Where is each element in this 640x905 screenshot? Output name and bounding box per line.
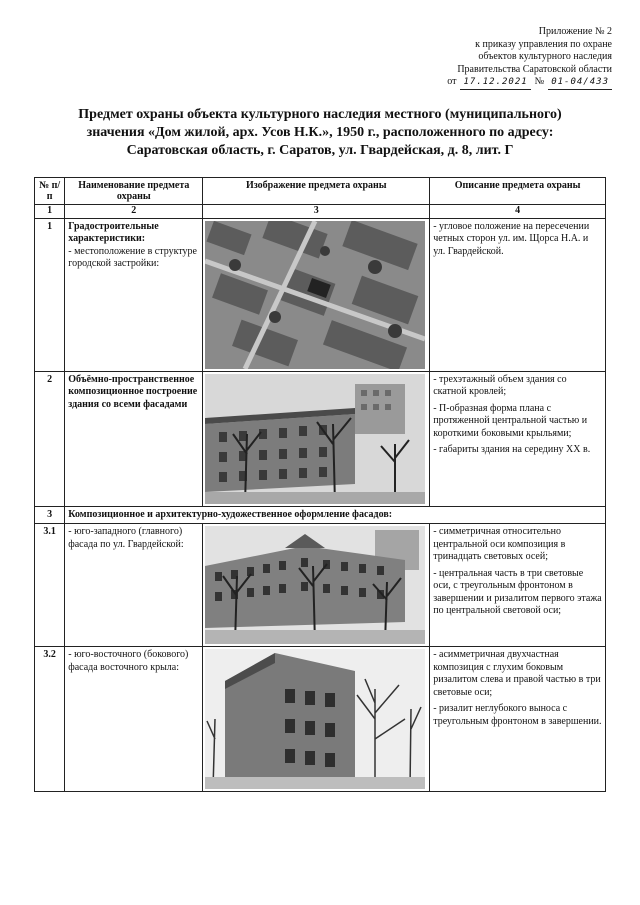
table-index-row <box>35 205 606 219</box>
table-row <box>35 647 606 792</box>
index-cell: 4 <box>430 205 606 219</box>
row-name-cell <box>65 524 203 647</box>
description-item: - габариты здания на середину XX в. <box>433 444 591 455</box>
aerial-map-photo <box>205 221 425 369</box>
row-image-cell <box>203 218 430 371</box>
header-description: Описание предмета охраны <box>430 178 606 205</box>
row-description-cell <box>430 524 606 647</box>
description-item: - трехэтажный объем здания со скатной кровлей; <box>433 373 567 397</box>
row-image-cell <box>203 524 430 647</box>
row-image-cell <box>203 371 430 506</box>
description-item: - асимметричная двухчастная композиция с глухим боковым ризалитом слева и правой частью в три световые оси; <box>433 649 601 698</box>
row-description-cell <box>430 371 606 506</box>
appendix-line-4: Правительства Саратовской области <box>457 63 612 75</box>
table-header-row <box>35 178 606 205</box>
title-line-3: Саратовская область, г. Саратов, ул. Гвардейская, д. 8, лит. Г <box>126 143 514 158</box>
document-title <box>40 106 600 160</box>
header-name: Наименование предмета охраны <box>65 178 203 205</box>
index-cell: 1 <box>35 205 65 219</box>
description-item: - угловое положение на пересечении четных сторон ул. им. Щорса Н.А. и ул. Гвардейской. <box>433 220 590 257</box>
appendix-date-line <box>447 76 612 90</box>
row-number: 3 <box>35 506 65 524</box>
row-name-heading: Объёмно-пространственное композиционное построение здания со всеми фасадами <box>68 373 198 410</box>
description-item: - центральная часть в три световые оси, с треугольным фронтоном в завершении и ризалитом первого этажа по центральной световой оси; <box>433 567 602 616</box>
header-image: Изображение предмета охраны <box>203 178 430 205</box>
row-number: 2 <box>35 371 65 506</box>
row-number: 1 <box>35 218 65 371</box>
side-facade-photo <box>205 649 425 789</box>
handwritten-date: 17.12.2021 <box>460 76 530 90</box>
number-label: № <box>534 76 545 87</box>
appendix-line-1: Приложение № 2 <box>538 26 612 37</box>
row-number: 3.2 <box>35 647 65 792</box>
row-image-cell <box>203 647 430 792</box>
row-name-heading: Градостроительные характеристики: <box>68 220 159 244</box>
row-name-text: - юго-восточного (бокового) фасада восточного крыла: <box>68 649 189 673</box>
title-line-2: значения «Дом жилой, арх. Усов Н.К.», 1950 г., расположенного по адресу: <box>86 125 554 140</box>
header-num: № п/п <box>35 178 65 205</box>
handwritten-number: 01-04/433 <box>548 76 612 90</box>
appendix-line-2: к приказу управления по охране <box>475 38 612 50</box>
row-description-cell <box>430 647 606 792</box>
row-name-text: - юго-западного (главного) фасада по ул. Гвардейской: <box>68 526 184 550</box>
index-cell: 2 <box>65 205 203 219</box>
row-name-cell <box>65 371 203 506</box>
section-heading: Композиционное и архитектурно-художественное оформление фасадов: <box>65 506 606 524</box>
table-row <box>35 371 606 506</box>
table-section-row <box>35 506 606 524</box>
description-item: - ризалит неглубокого выноса с треугольным фронтоном в завершении. <box>433 703 602 727</box>
description-item: - П-образная форма плана с протяженной центральной частью и короткими боковыми крыльями; <box>433 402 588 439</box>
index-cell: 3 <box>203 205 430 219</box>
table-row <box>35 524 606 647</box>
row-description-cell <box>430 218 606 371</box>
appendix-block <box>447 26 612 90</box>
protection-table <box>34 177 606 792</box>
title-line-1: Предмет охраны объекта культурного наследия местного (муниципального) <box>78 107 562 122</box>
main-facade-photo <box>205 526 425 644</box>
row-name-text: - местоположение в структуре городской застройки: <box>68 245 197 269</box>
appendix-line-3: объектов культурного наследия <box>478 51 612 62</box>
from-label: от <box>447 76 457 87</box>
building-perspective-photo <box>205 374 425 504</box>
row-name-cell <box>65 647 203 792</box>
table-row <box>35 218 606 371</box>
description-item: - симметричная относительно центральной оси композиция в тринадцать световых осей; <box>433 526 566 562</box>
row-number: 3.1 <box>35 524 65 647</box>
row-name-cell <box>65 218 203 371</box>
